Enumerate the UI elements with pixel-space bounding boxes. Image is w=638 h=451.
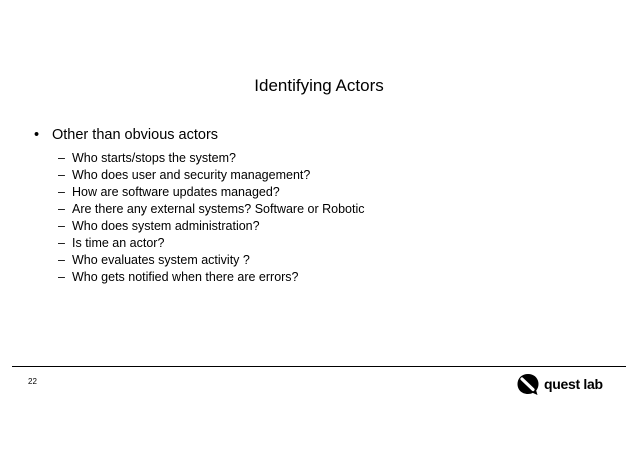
sub-bullet-text: Who gets notified when there are errors? [72,270,299,284]
dash-symbol: – [58,185,65,199]
bullet-symbol: • [34,127,40,143]
sub-bullet-text: Is time an actor? [72,236,165,250]
dash-symbol: – [58,202,65,216]
dash-symbol: – [58,219,65,233]
sub-bullet-list [58,150,365,286]
sub-bullet-item [58,252,365,269]
main-bullet [34,126,218,144]
slide-title: Identifying Actors [254,76,384,95]
sub-bullet-item [58,150,365,167]
sub-bullet-item [58,235,365,252]
dash-symbol: – [58,270,65,284]
sub-bullet-text: How are software updates managed? [72,185,280,199]
sub-bullet-text: Who does user and security management? [72,168,311,182]
sub-bullet-item [58,167,365,184]
sub-bullet-item [58,184,365,201]
quest-lab-logo [516,373,603,395]
sub-bullet-item [58,269,365,286]
sub-bullet-item [58,201,365,218]
main-bullet-text: Other than obvious actors [52,127,219,143]
page-number: 22 [28,377,37,386]
sub-bullet-item [58,218,365,235]
sub-bullet-text: Who does system administration? [72,219,260,233]
quest-lab-logo-icon [516,373,540,395]
dash-symbol: – [58,151,65,165]
sub-bullet-text: Who evaluates system activity ? [72,253,250,267]
footer-divider [12,366,626,367]
sub-bullet-text: Are there any external systems? Software or Robotic [72,202,365,216]
logo-text: quest lab [544,376,603,392]
sub-bullet-text: Who starts/stops the system? [72,151,236,165]
dash-symbol: – [58,236,65,250]
dash-symbol: – [58,253,65,267]
dash-symbol: – [58,168,65,182]
